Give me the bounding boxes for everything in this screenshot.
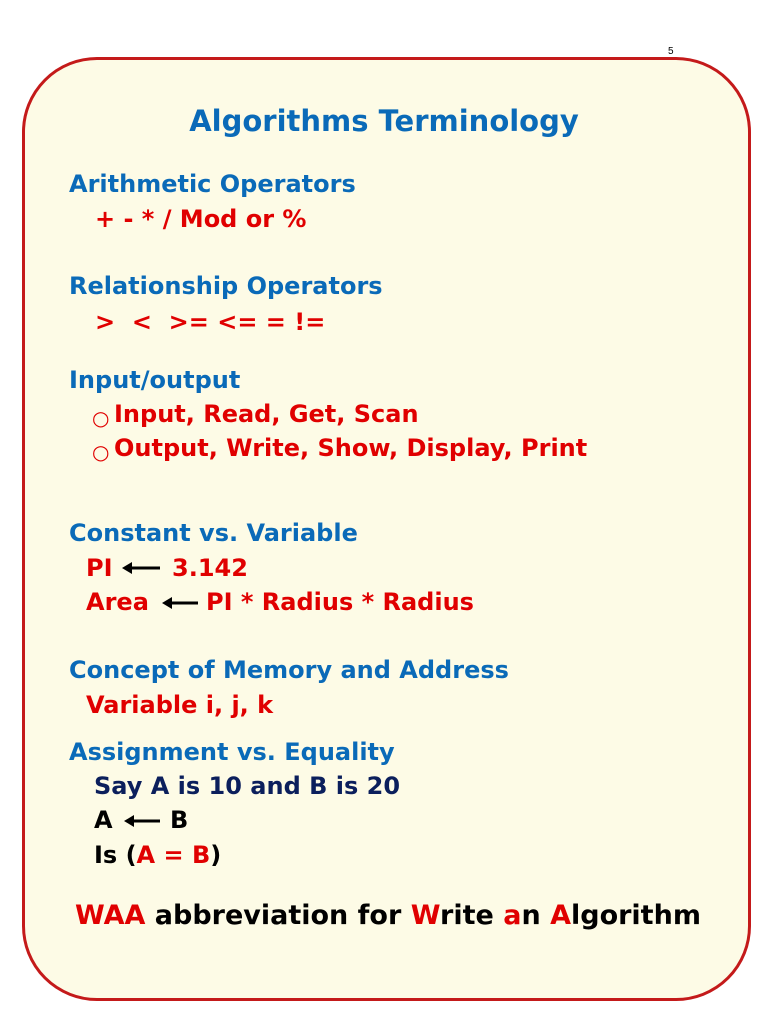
- equality-suffix: ): [210, 841, 222, 869]
- memory-heading: Concept of Memory and Address: [69, 656, 509, 684]
- waa-text-1: abbreviation for: [145, 900, 411, 931]
- area-expression: PI * Radius * Radius: [206, 588, 474, 616]
- left-arrow-icon: [162, 595, 200, 611]
- arithmetic-operators: + - * / Mod or %: [95, 205, 307, 233]
- left-arrow-icon: [124, 813, 162, 829]
- waa-letter-a: a: [503, 900, 522, 931]
- constant-heading: Constant vs. Variable: [69, 519, 358, 547]
- assignment-say: Say A is 10 and B is 20: [94, 772, 401, 800]
- equality-prefix: Is (: [94, 841, 137, 869]
- waa-text-4: lgorithm: [570, 900, 701, 931]
- assignment-heading: Assignment vs. Equality: [69, 738, 395, 766]
- io-heading: Input/output: [69, 366, 241, 394]
- bullet-icon: ○: [92, 440, 110, 464]
- relationship-heading: Relationship Operators: [69, 272, 383, 300]
- waa-definition: [75, 900, 701, 931]
- waa-text-3: n: [521, 900, 551, 931]
- waa-text-2: rite: [440, 900, 504, 931]
- io-item-input: Input, Read, Get, Scan: [114, 400, 419, 428]
- left-arrow-icon: [122, 560, 162, 576]
- assign-right: B: [170, 806, 189, 834]
- waa-acronym: WAA: [75, 900, 146, 931]
- memory-variables: Variable i, j, k: [86, 691, 274, 719]
- pi-value: 3.142: [172, 554, 248, 582]
- equality-expression: A = B: [136, 841, 211, 869]
- page-number: 5: [668, 46, 674, 57]
- area-name: Area: [86, 588, 149, 616]
- io-item-output: Output, Write, Show, Display, Print: [114, 434, 588, 462]
- equality-line: [94, 841, 221, 869]
- relationship-operators: > < >= <= = !=: [95, 308, 326, 336]
- page-title: Algorithms Terminology: [189, 104, 579, 138]
- pi-name: PI: [86, 554, 113, 582]
- arithmetic-heading: Arithmetic Operators: [69, 170, 356, 198]
- bullet-icon: ○: [92, 406, 110, 430]
- assign-left: A: [94, 806, 113, 834]
- waa-letter-w: W: [410, 900, 441, 931]
- waa-letter-a2: A: [550, 900, 571, 931]
